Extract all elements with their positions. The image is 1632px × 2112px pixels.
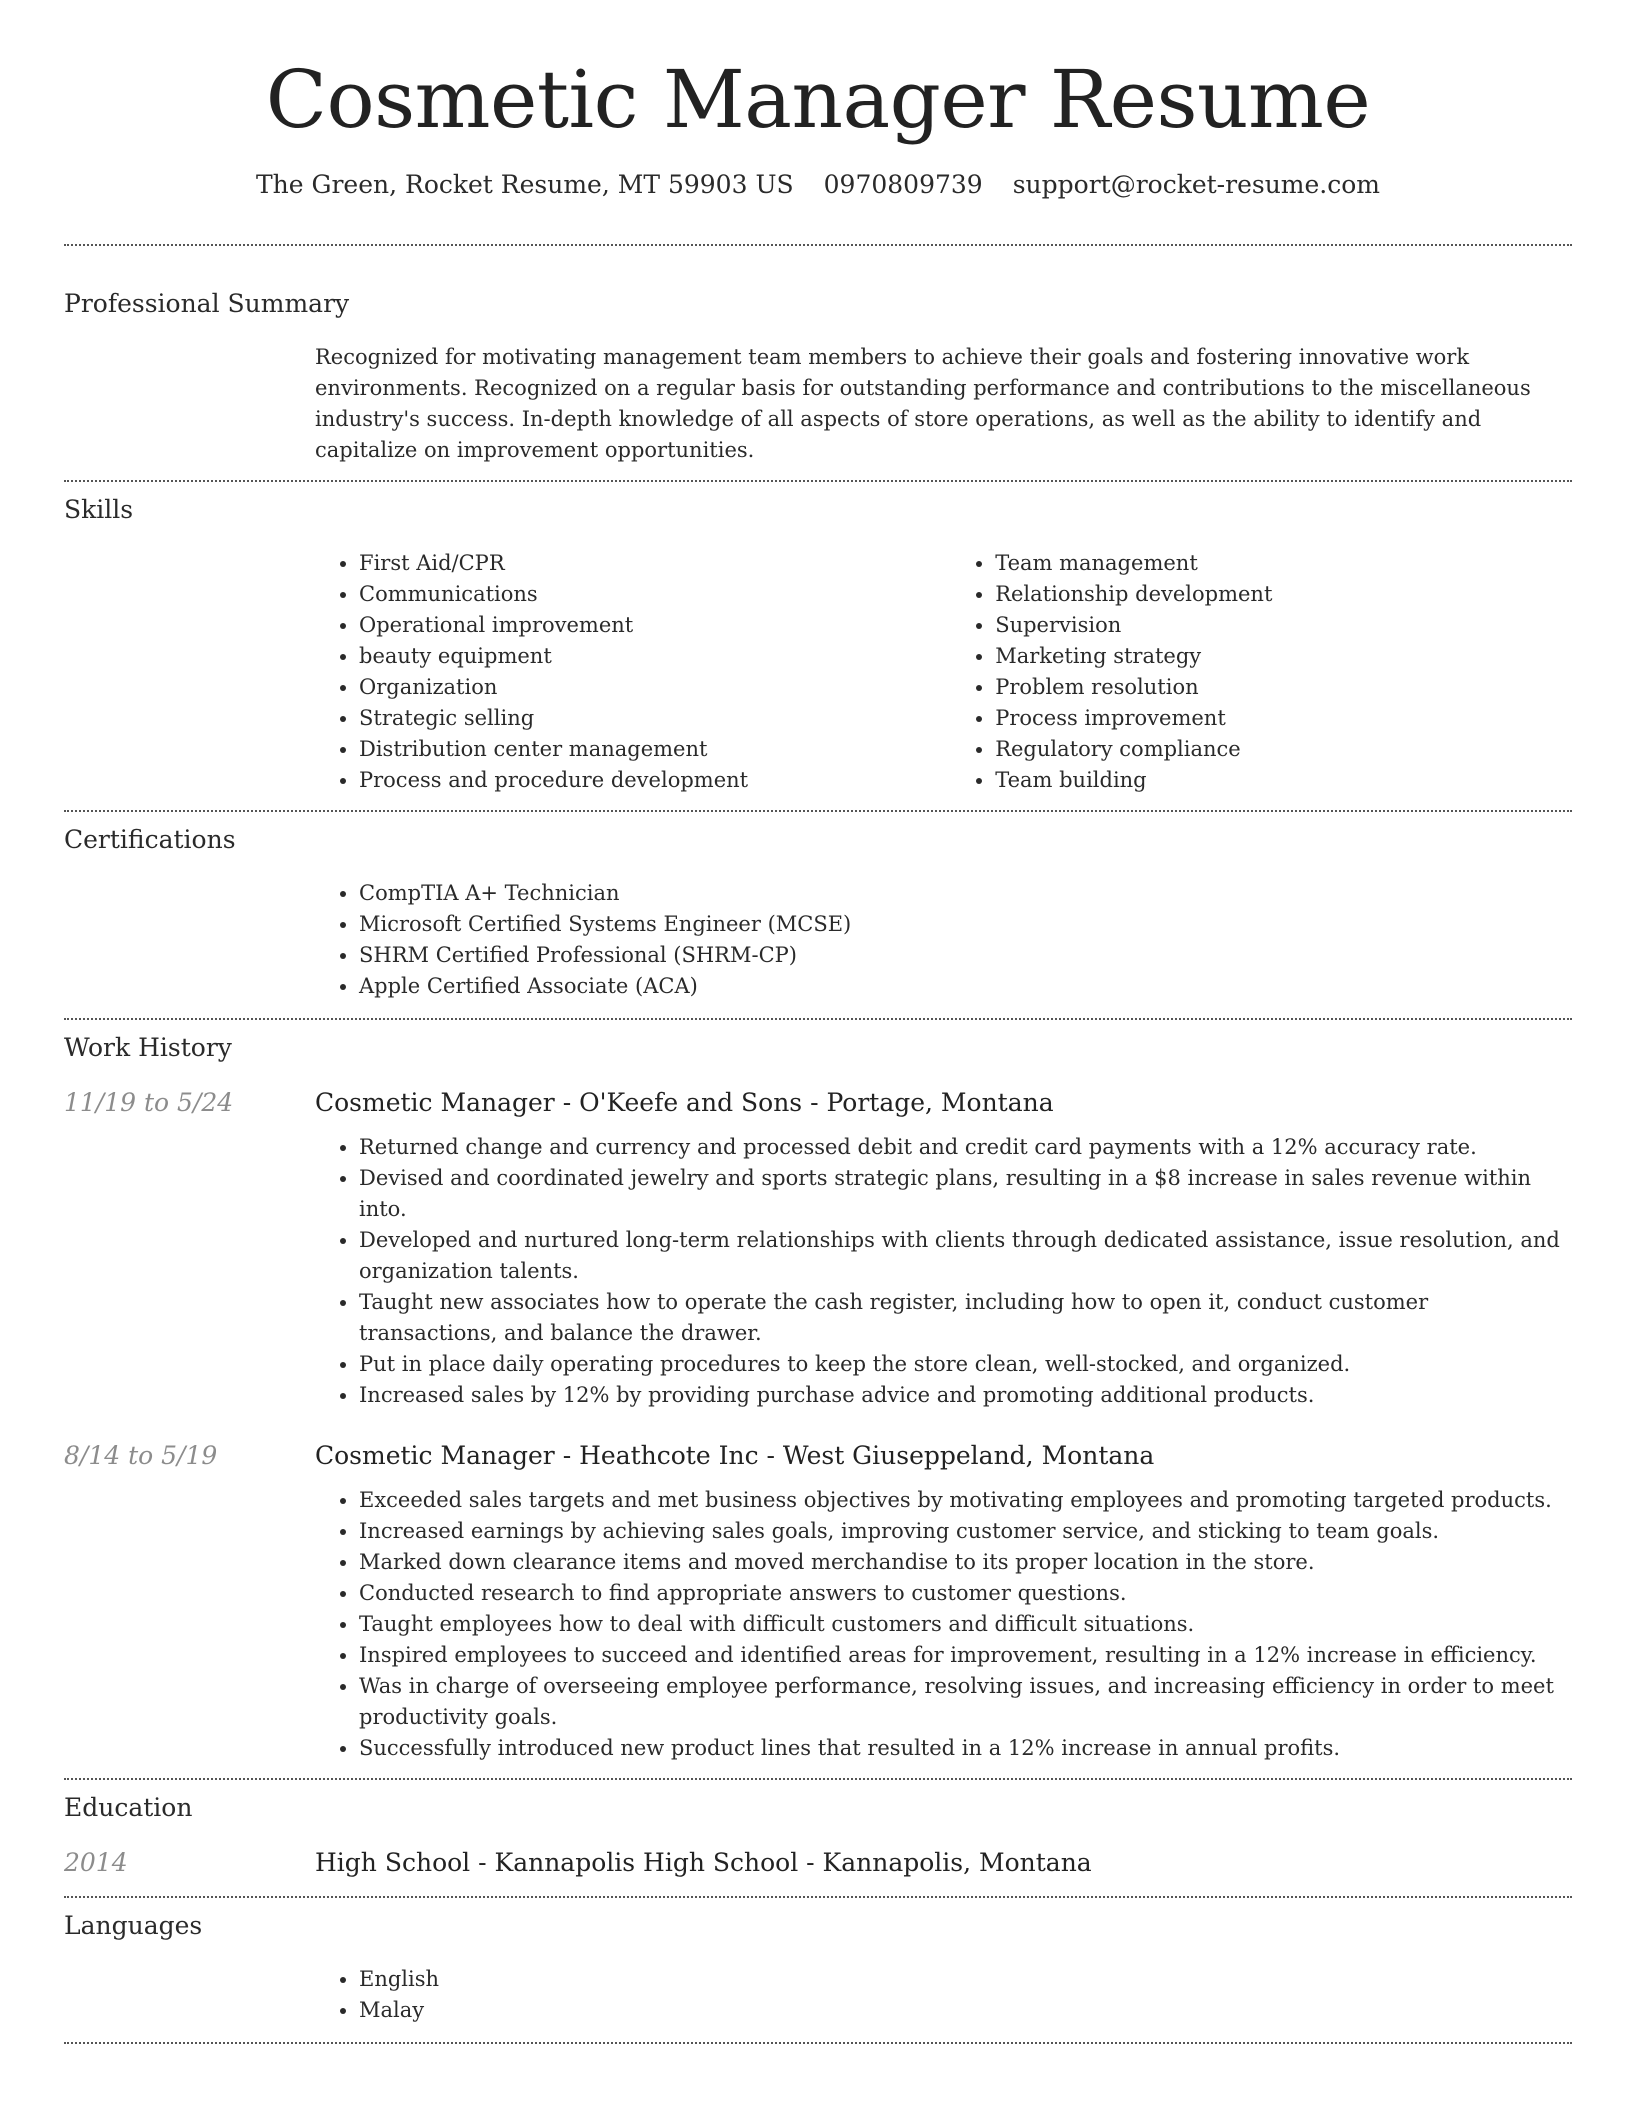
contact-phone: 0970809739 — [823, 170, 983, 199]
job-entry — [64, 1064, 1572, 1411]
skills-grid — [315, 526, 1572, 810]
section-education — [64, 1780, 1572, 1896]
certifications-list — [315, 878, 1572, 1002]
job-bullet: • Devised and coordinated jewelry and sports strategic plans, resulting in a $8 increase in sales revenue within into. — [359, 1163, 1572, 1225]
job-bullet: • Taught employees how to deal with difficult customers and difficult situations. — [359, 1609, 1572, 1640]
skill-item: • Problem resolution — [995, 672, 1572, 703]
section-divider — [64, 2042, 1572, 2044]
job-bullet: • Was in charge of overseeing employee performance, resolving issues, and increasing efficiency in order to meet productivity goals. — [359, 1671, 1572, 1733]
languages-list — [315, 1964, 1572, 2026]
skill-item: • Regulatory compliance — [995, 734, 1572, 765]
skills-right-list — [951, 548, 1572, 796]
education-year: 2014 — [64, 1848, 128, 1877]
skill-item: • Supervision — [995, 610, 1572, 641]
skill-item: • Team management — [995, 548, 1572, 579]
summary-text: Recognized for motivating management team members to achieve their goals and fostering innovative work environments. Recognized on a regular basis for outstanding performance and contributions to the miscellaneous industry's success. In-depth knowledge of all aspects of store operations, as well as the ability to identify and capitalize on improvement opportunities. — [315, 345, 1531, 462]
certification-item: • Apple Certified Associate (ACA) — [359, 971, 1572, 1002]
job-dates: 8/14 to 5/19 — [64, 1441, 218, 1470]
contact-address: The Green, Rocket Resume, MT 59903 US — [255, 170, 794, 199]
job-bullet: • Put in place daily operating procedures to keep the store clean, well-stocked, and organized. — [359, 1349, 1572, 1380]
job-bullet: • Exceeded sales targets and met business objectives by motivating employees and promoting targeted products. — [359, 1485, 1572, 1516]
section-languages — [64, 1898, 1572, 2042]
section-work-history — [64, 1020, 1572, 1778]
skill-item: • Operational improvement — [359, 610, 951, 641]
contact-email: support@rocket-resume.com — [1012, 170, 1381, 199]
education-entry — [64, 1824, 1572, 1896]
job-bullet: • Successfully introduced new product lines that resulted in a 12% increase in annual profits. — [359, 1733, 1572, 1764]
job-bullet: • Developed and nurtured long-term relationships with clients through dedicated assistance, issue resolution, and organization talents. — [359, 1225, 1572, 1287]
section-heading: Education — [64, 1793, 193, 1822]
section-professional-summary — [64, 246, 1572, 480]
skill-item: • Organization — [359, 672, 951, 703]
skill-item: • Communications — [359, 579, 951, 610]
skill-item: • Process and procedure development — [359, 765, 951, 796]
job-bullet: • Marked down clearance items and moved merchandise to its proper location in the store. — [359, 1547, 1572, 1578]
job-bullet: • Inspired employees to succeed and identified areas for improvement, resulting in a 12% increase in efficiency. — [359, 1640, 1572, 1671]
job-bullet: • Returned change and currency and processed debit and credit card payments with a 12% accuracy rate. — [359, 1132, 1572, 1163]
education-title: High School - Kannapolis High School - Kannapolis, Montana — [315, 1848, 1092, 1877]
skill-item: • First Aid/CPR — [359, 548, 951, 579]
section-heading: Work History — [64, 1033, 232, 1062]
job-bullet: • Taught new associates how to operate the cash register, including how to open it, conduct customer transactions, and balance the drawer. — [359, 1287, 1572, 1349]
resume-title: Cosmetic Manager Resume — [265, 53, 1371, 146]
certification-item: • Microsoft Certified Systems Engineer (MCSE) — [359, 909, 1572, 940]
language-item: • English — [359, 1964, 1572, 1995]
section-skills — [64, 482, 1572, 810]
skill-item: • beauty equipment — [359, 641, 951, 672]
job-bullet: • Conducted research to find appropriate answers to customer questions. — [359, 1578, 1572, 1609]
section-heading: Skills — [64, 495, 134, 524]
job-entry — [64, 1411, 1572, 1778]
section-heading: Languages — [64, 1911, 203, 1940]
job-dates: 11/19 to 5/24 — [64, 1088, 234, 1117]
skills-left-list — [315, 548, 951, 796]
job-title: Cosmetic Manager - Heathcote Inc - West Giuseppeland, Montana — [315, 1441, 1155, 1470]
skill-item: • Distribution center management — [359, 734, 951, 765]
section-certifications — [64, 812, 1572, 1018]
skill-item: • Process improvement — [995, 703, 1572, 734]
job-title: Cosmetic Manager - O'Keefe and Sons - Portage, Montana — [315, 1088, 1054, 1117]
job-bullets — [315, 1485, 1572, 1764]
job-bullets — [315, 1132, 1572, 1411]
contact-line — [64, 168, 1572, 202]
resume-page — [64, 0, 1572, 2044]
job-bullet: • Increased earnings by achieving sales goals, improving customer service, and sticking to team goals. — [359, 1516, 1572, 1547]
skill-item: • Team building — [995, 765, 1572, 796]
language-item: • Malay — [359, 1995, 1572, 2026]
certification-item: • SHRM Certified Professional (SHRM-CP) — [359, 940, 1572, 971]
certification-item: • CompTIA A+ Technician — [359, 878, 1572, 909]
section-heading: Certifications — [64, 825, 236, 854]
section-heading: Professional Summary — [64, 289, 350, 318]
skill-item: • Relationship development — [995, 579, 1572, 610]
job-bullet: • Increased sales by 12% by providing purchase advice and promoting additional products. — [359, 1380, 1572, 1411]
skill-item: • Strategic selling — [359, 703, 951, 734]
skill-item: • Marketing strategy — [995, 641, 1572, 672]
